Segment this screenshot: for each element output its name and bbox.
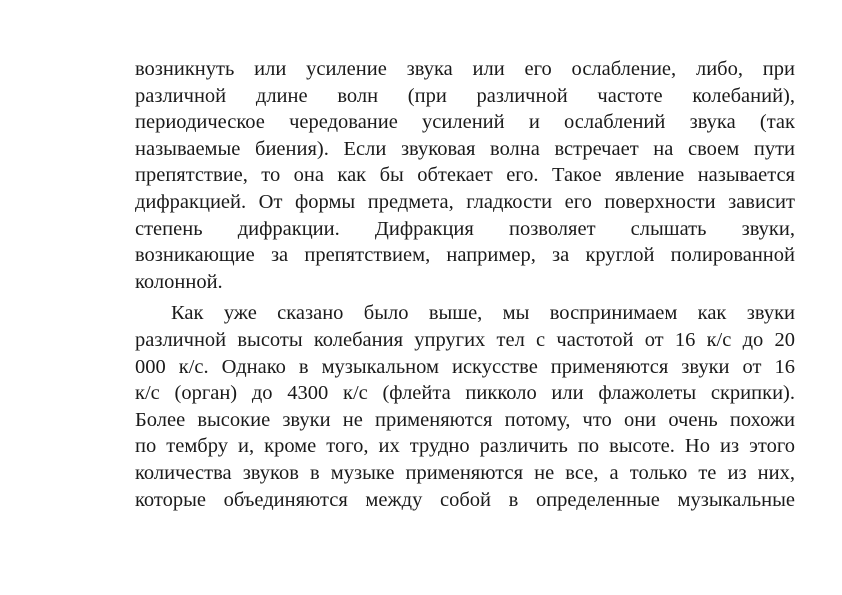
text-line: Более высокие звуки не применяются потому, что они очень похожи (135, 408, 795, 431)
body-text (135, 56, 795, 513)
text-line: 000 к/с. Однако в музыкальном искусстве применяются звуки от 16 (135, 355, 795, 378)
text-line: возникнуть или усиление звука или его ослабление, либо, при (135, 58, 795, 80)
text-line: Как уже сказано было выше, мы воспринимаем как звуки (171, 302, 795, 325)
text-line: степень дифракции. Дифракция позволяет слышать звуки, (135, 217, 795, 240)
text-line: различной высоты колебания упругих тел с частотой от 16 к/с до 20 (135, 328, 795, 351)
text-line: колонной. (135, 270, 223, 293)
text-line: к/с (орган) до 4300 к/с (флейта пикколо или флажолеты скрипки). (135, 382, 795, 405)
text-line: называемые биения). Если звуковая волна встречает на своем пути (135, 137, 795, 160)
paragraph-2 (135, 300, 795, 513)
text-line: по тембру и, кроме того, их трудно различить по высоте. Но из этого (135, 435, 795, 458)
text-line: различной длине волн (при различной частоте колебаний), (135, 84, 795, 107)
text-line: которые объединяются между собой в определенные музыкальные (135, 488, 795, 511)
text-line: препятствие, то она как бы обтекает его. Такое явление называется (135, 164, 795, 187)
text-line: количества звуков в музыке применяются не все, а только те из них, (135, 461, 795, 484)
text-line: возникающие за препятствием, например, за круглой полированной (135, 244, 795, 267)
text-line: периодическое чередование усилений и ослаблений звука (так (135, 111, 795, 134)
paragraph-1 (135, 56, 795, 295)
text-line: дифракцией. От формы предмета, гладкости его поверхности зависит (135, 190, 795, 213)
